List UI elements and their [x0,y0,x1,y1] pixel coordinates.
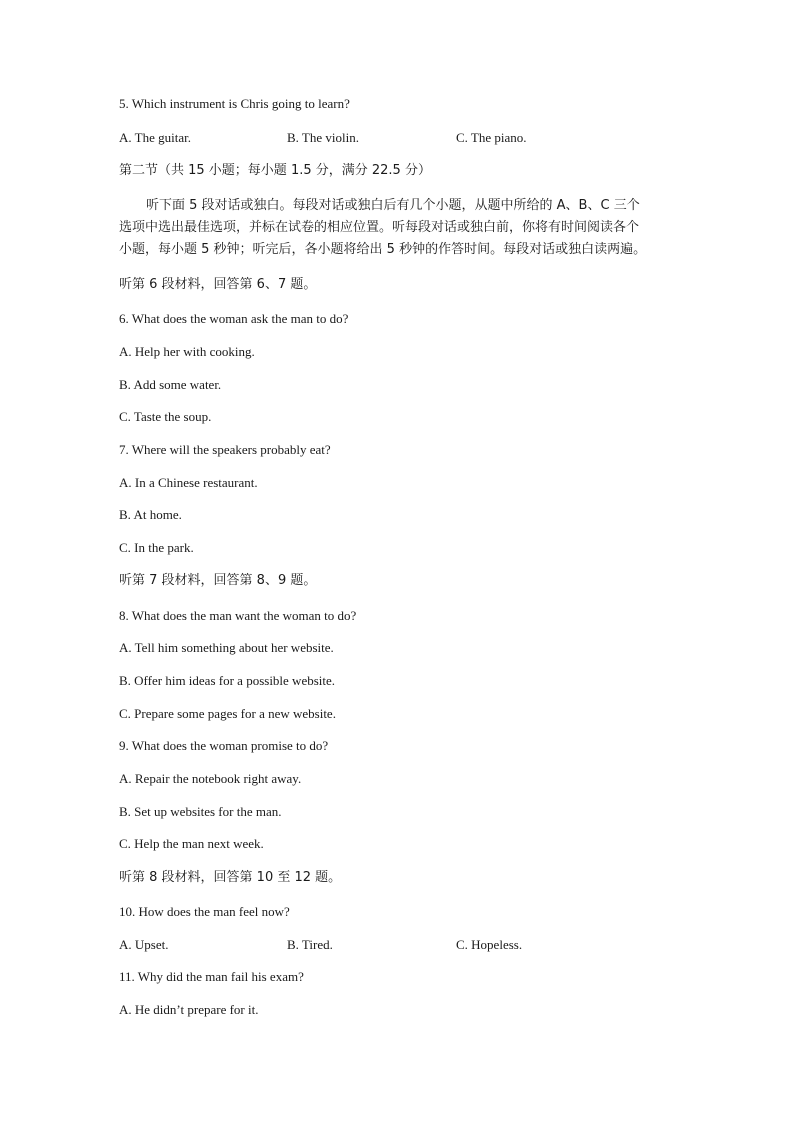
question-11: 11. Why did the man fail his exam? [119,969,304,984]
q9-option-a: A. Repair the notebook right away. [119,771,302,786]
question-5: 5. Which instrument is Chris going to learn? [119,96,350,111]
q7-option-c: C. In the park. [119,540,194,555]
q10-option-a: A. Upset. [119,937,169,952]
passage-7-heading: 听第 7 段材料，回答第 8、9 题。 [119,573,317,588]
q6-option-c: C. Taste the soup. [119,409,212,424]
section-2-heading: 第二节（共 15 小题；每小题 1.5 分，满分 22.5 分） [119,163,431,178]
q8-option-c: C. Prepare some pages for a new website. [119,706,336,721]
q7-option-b: B. At home. [119,507,182,522]
q10-option-c: C. Hopeless. [456,937,523,952]
q9-option-c: C. Help the man next week. [119,836,264,851]
question-8: 8. What does the man want the woman to do? [119,608,357,623]
q9-option-b: B. Set up websites for the man. [119,804,282,819]
q8-option-a: A. Tell him something about her website. [119,640,334,655]
q10-option-b: B. Tired. [287,937,333,952]
q6-option-b: B. Add some water. [119,377,222,392]
instructions-line-2: 选项中选出最佳选项，并标在试卷的相应位置。听每段对话或独白前，你将有时间阅读各个 [119,220,640,235]
question-6: 6. What does the woman ask the man to do? [119,311,349,326]
instructions-line-3: 小题，每小题 5 秒钟；听完后，各小题将给出 5 秒钟的作答时间。每段对话或独白读两遍。 [119,242,647,257]
q5-option-c: C. The piano. [456,130,527,145]
passage-8-heading: 听第 8 段材料，回答第 10 至 12 题。 [119,870,342,885]
passage-6-heading: 听第 6 段材料，回答第 6、7 题。 [119,277,317,292]
q5-option-a: A. The guitar. [119,130,191,145]
instructions-line-1: 听下面 5 段对话或独白。每段对话或独白后有几个小题，从题中所给的 A、B、C 三个 [146,198,640,213]
question-7: 7. Where will the speakers probably eat? [119,442,331,457]
q6-option-a: A. Help her with cooking. [119,344,255,359]
q7-option-a: A. In a Chinese restaurant. [119,475,258,490]
q8-option-b: B. Offer him ideas for a possible website. [119,673,336,688]
q5-option-b: B. The violin. [287,130,359,145]
question-10: 10. How does the man feel now? [119,904,290,919]
question-9: 9. What does the woman promise to do? [119,738,329,753]
q11-option-a: A. He didn’t prepare for it. [119,1002,259,1017]
